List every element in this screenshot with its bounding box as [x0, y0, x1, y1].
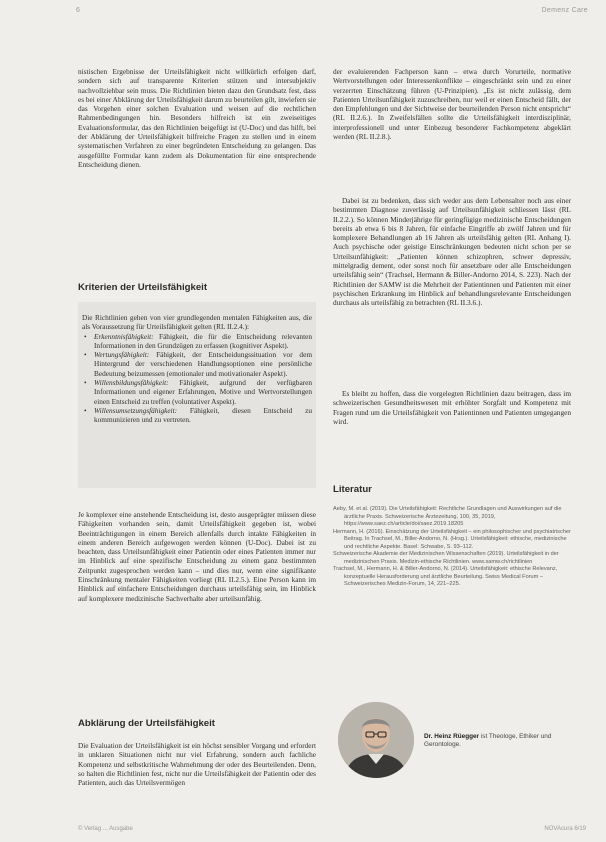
literature-item: Schweizerische Akademie der Medizinischen Wissenschaften (2019). Urteilsfähigkeit in der medizinischen Praxis. Medizin-ethische Richtlinien. www.samw.ch/richtlinien — [333, 551, 559, 565]
criteria-intro: Die Richtlinien gehen von vier grundlegenden mentalen Fähigkeiten aus, die als Voraussetzung für Urteilsfähigkeit gelten (RL II.2.4.): — [82, 313, 312, 332]
section-label: Demenz Care — [541, 7, 588, 14]
heading-literatur: Literatur — [333, 484, 372, 495]
literature-item: Trachsel, M., Hermann, H. & Biller-Andorno, N. (2014). Urteilsfähigkeit: ethische Relevanz, konzeptuelle Herausforderung und ärztliche Beurteilung. Swiss Medical Forum – Schweizerisches Medizin-Forum, 14, 221–225. — [333, 566, 558, 587]
left-paragraph-evaluation: Die Evaluation der Urteilsfähigkeit ist ein höchst sensibler Vorgang und erfordert in unklaren Situationen nicht nur viel Erfahrung, sondern auch fachliche Kompetenz und selbstkritische Wahrnehmung der oder des Beurteilenden. Denn, so halten die Richtlinien fest, nicht nur die Urteilsfähigkeit der Patientin oder des Patienten, auch das Urteilsvermögen — [78, 741, 316, 788]
literature-item: Aeby, M. et al. (2019). Die Urteilsfähigkeit: Rechtliche Grundlagen und Auswirkungen auf die ärztliche Praxis. Schweizerische Ärztezeitung, 100, 35, 2019, https://www.saez.ch/article/doi/saez.2019.18205 — [333, 506, 562, 527]
footer-left: © Verlag ... Ausgabe — [78, 826, 133, 832]
criteria-item: • Erkenntnisfähigkeit: Fähigkeit, die für die Entscheidung relevanten Informationen in den Grundzügen zu erfassen (kognitiver Aspekt). — [92, 332, 312, 351]
author-portrait-icon — [338, 702, 414, 778]
footer-right: NOVAcura 6/19 — [544, 826, 586, 832]
heading-criteria: Kriterien der Urteilsfähigkeit — [78, 282, 208, 293]
right-paragraph-3: Es bleibt zu hoffen, dass die vorgelegten Richtlinien dazu beitragen, dass im schweizerischen Gesundheitswesen mit erhöhter Sorgfalt und Kompetenz mit Fragen rund um die Urteilsfähigkeit von Patientinnen und Patienten umgegangen wird. — [333, 389, 571, 426]
left-intro-paragraph: nistischen Ergebnisse der Urteilsfähigkeit nicht willkürlich erfolgen darf, sondern sich auf transparente Kriterien stützen und intersubjektiv nachvollziehbar sein muss. Die Richtlinien bieten dazu den Grundsatz fest, dass es bei einer Abklärung der Urteilsfähigkeit darum zu beurteilen gilt, inwiefern sie das Vorgehen einer solchen Evaluation und weisen auf die rechtlichen Rahmenbedingungen hin. Besonders hilfreich ist ein zweiseitiges Evaluationsformular, das den Richtlinien beigefügt ist (U-Doc) und das hilft, bei der Abklärung der Urteilsfähigkeit hilfreiche Fragen zu stellen und in einem systematischen Verfahren zu einer begründeten Entscheidung zu gelangen. Das ausgefüllte Formular kann zudem als Dokumentation für eine entsprechende Entscheidung dienen. — [78, 67, 316, 169]
heading-abklaerung: Abklärung der Urteilsfähigkeit — [78, 718, 216, 729]
criteria-item: • Willensumsetzungsfähigkeit: Fähigkeit, diesen Entscheid zu kommunizieren und zu vertreten. — [92, 406, 312, 425]
author-photo — [338, 702, 414, 778]
author-bio: Dr. Heinz Rüegger ist Theologe, Ethiker und Gerontologe. — [424, 733, 552, 749]
right-paragraph-2: Dabei ist zu bedenken, dass sich weder aus dem Lebensalter noch aus einer bestimmten Diagnose zuverlässig auf Urteilsunfähigkeit schliessen lässt (RL II.2.2.). So können Minderjährige für geringfügige medizinische Entscheidungen bereits ab etwa 6 bis 8 Jahren, für einfache Eingriffe ab zwölf Jahren und für komplexere Behandlungen ab 16 Jahren als urteilsfähig gelten (RL Anhang I). Auch psychische oder geistige Einschränkungen bedeuten nicht schon per se Urteilsunfähigkeit: „Patienten können schizophren, schwer depressiv, mittelgradig dement, oder sonst noch für ansetzbare oder alle Entscheidungen urteilsfähig sein“ (Trachsel, Hermann & Biller-Andorno 2014, S. 223). Nach der Richtlinien der SAMW ist die Mehrheit der Patientinnen und Patienten mit einer psychischen Erkrankung im Hinblick auf behandlungsrelevante Entscheidungen durchaus als urteilsfähig zu betrachten (RL II.3.6.). — [333, 196, 571, 308]
literature-list — [333, 506, 571, 589]
right-paragraph-1: der evaluierenden Fachperson kann – etwa durch Vorurteile, normative Wertvorstellungen oder Interessenkonflikte – eingeschränkt sein und zu einer verzerrten Einschätzung führen (U-Prinzipien). „Es ist nicht zulässig, dem Patienten Urteilsunfähigkeit zuzuschreiben, nur weil er einen Entscheid fällt, der den Empfehlungen und der Sichtweise der beurteilenden Person nicht entspricht“ (RL II.2.6.). In Zweifelsfällen sollte die Urteilsfähigkeit interdisziplinär, interprofessionell und unter Einbezug besonderer Fachkompetenz abgeklärt werden (RL II.2.8.). — [333, 67, 571, 142]
criteria-list — [82, 332, 312, 425]
criteria-item: • Wertungsfähigkeit: Fähigkeit, der Entscheidungssituation vor dem Hintergrund der verschiedenen Handlungsoptionen eine persönliche Bedeutung beizumessen (emotionaler und motivationaler Aspekt). — [92, 350, 312, 378]
page-number: 6 — [76, 7, 80, 14]
criteria-content — [82, 313, 312, 425]
left-paragraph-complexity: Je komplexer eine anstehende Entscheidung ist, desto ausgeprägter müssen diese Fähigkeiten vorhanden sein, damit Urteilsfähigkeit gegeben ist, wobei Beeinträchtigungen in einem Bereich allenfalls durch intakte Fähigkeiten in einem anderen Bereich aufgewogen werden können (U-Doc). Dabei ist zu beachten, dass Urteilsunfähigkeit einer Patientin oder eines Patienten immer nur im Hinblick auf eine spezifische Entscheidung zu einem ganz bestimmten Zeitpunkt zugesprochen werden kann – und dies nur, wenn eine signifikante Einschränkung mentaler Fähigkeiten vorliegt (RL II.2.5.). Eine Person kann im Hinblick auf einfachere Entscheidungen durchaus urteilsfähig sein, im Hinblick auf komplexere medizinische Sachverhalte aber urteilsunfähig. — [78, 510, 316, 603]
author-name: Dr. Heinz Rüegger — [424, 733, 480, 740]
literature-item: Hermann, H. (2016). Einschätzung der Urteilsfähigkeit – ein philosophischer und psychiatrischer Beitrag. In Trachsel, M., Biller-Andorno, N. (Hrsg.). Urteilsfähigkeit: ethische, medizinische und rechtliche Aspekte. Basel: Schwabe, S. 93–112. — [333, 528, 571, 550]
criteria-item: • Willensbildungsfähigkeit: Fähigkeit, aufgrund der verfügbaren Informationen und eigener Erfahrungen, Motive und Wertvorstellungen einen Entscheid zu treffen (voluntativer Aspekt). — [92, 378, 312, 406]
